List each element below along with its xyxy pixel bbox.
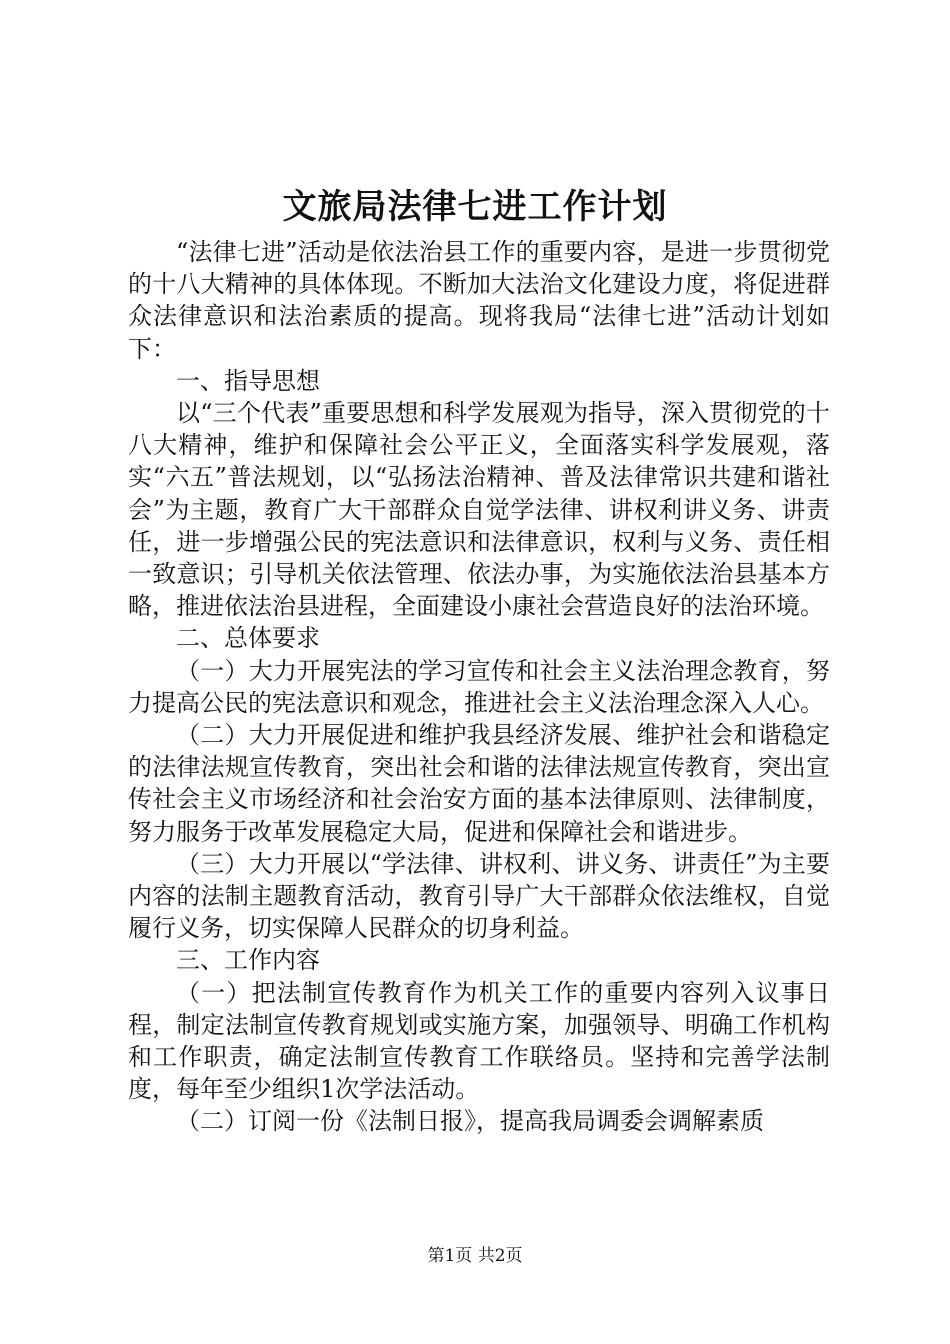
guiding-ideology-paragraph: 以“三个代表”重要思想和科学发展观为指导，深入贯彻党的十八大精神，维护和保障社会公平正义，全面落实科学发展观，落实“六五”普法规划，以“弘扬法治精神、普及法律常识共建和谐社会”为主题，教育广大干部群众自觉学法律、讲权利讲义务、讲责任，进一步增强公民的宪法意识和法律意识，权利与义务、责任相一致意识；引导机关依法管理、依法办事，为实施依法治县基本方略，推进依法治县进程，全面建设小康社会营造良好的法治环境。 <box>128 399 830 621</box>
document-body <box>128 236 830 1138</box>
document-title: 文旅局法律七进工作计划 <box>282 187 668 227</box>
requirement-item-3: （三）大力开展以“学法律、讲权利、讲义务、讲责任”为主要内容的法制主题教育活动，教育引导广大干部群众依法维权，自觉履行义务，切实保障人民群众的切身利益。 <box>128 849 830 943</box>
work-content-item-2: （二）订阅一份《法制日报》，提高我局调委会调解素质 <box>176 1107 764 1136</box>
section-heading-general-requirements: 二、总体要求 <box>176 624 320 653</box>
requirement-item-1: （一）大力开展宪法的学习宣传和社会主义法治理念教育，努力提高公民的宪法意识和观念，推进社会主义法治理念深入人心。 <box>128 656 830 717</box>
work-content-item-1: （一）把法制宣传教育作为机关工作的重要内容列入议事日程，制定法制宣传教育规划或实施方案，加强领导、明确工作机构和工作职责，确定法制宣传教育工作联络员。坚持和完善学法制度，每年至少组织1次学法活动。 <box>128 978 830 1104</box>
intro-paragraph: “法律七进”活动是依法治县工作的重要内容，是进一步贯彻党的十八大精神的具体体现。不断加大法治文化建设力度，将促进群众法律意识和法治素质的提高。现将我局“法律七进”活动计划如下： <box>128 238 830 363</box>
section-heading-guiding-ideology: 一、指导思想 <box>176 366 320 395</box>
page-footer: 第1页 共2页 <box>427 1246 523 1266</box>
section-heading-work-content: 三、工作内容 <box>176 946 320 975</box>
requirement-item-2: （二）大力开展促进和维护我县经济发展、维护社会和谐稳定的法律法规宣传教育，突出社会和谐的法律法规宣传教育，突出宣传社会主义市场经济和社会治安方面的基本法律原则、法律制度，努力服务于改革发展稳定大局，促进和保障社会和谐进步。 <box>128 721 830 846</box>
